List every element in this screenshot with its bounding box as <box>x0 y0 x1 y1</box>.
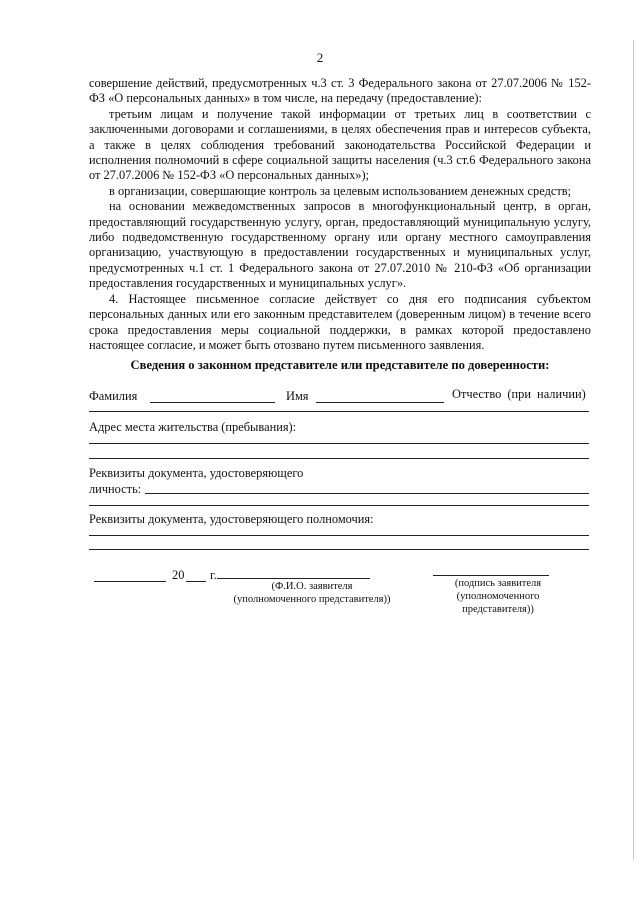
year-prefix: 20 <box>172 568 185 582</box>
patronymic-field[interactable] <box>89 411 589 412</box>
name-label: Имя <box>286 389 309 403</box>
representative-heading: Сведения о законном представителе или представителе по доверенности: <box>130 358 550 372</box>
identity-doc-field-2[interactable] <box>89 505 589 506</box>
identity-doc-label: Реквизиты документа, удостоверяющего <box>89 466 304 480</box>
patronymic-label: Отчество (при наличии) <box>452 387 586 401</box>
surname-field[interactable] <box>150 402 275 403</box>
fio-caption: (Ф.И.О. заявителя (уполномоченного представителя)) <box>233 581 391 605</box>
authority-doc-field-1[interactable] <box>89 535 589 536</box>
address-field-line-2[interactable] <box>89 458 589 459</box>
authority-doc-field-2[interactable] <box>89 549 589 550</box>
paragraph-third-parties: третьим лицам и получение такой информации от третьих лиц в соответствии с заключенными договорами и соглашениями, в целях обеспечения прав и интересов субъекта, а также в целях соблюдения требований законодательства Российской Федерации и исполнения полномочий в сфере социальной защиты населения (ч.3 ст.6 Федерального закона от 27.07.2006 № 152-ФЗ «О персональных данных»); <box>89 106 591 183</box>
paragraph-organizations: в организации, совершающие контроль за целевым использованием денежных средств; <box>109 183 572 198</box>
name-field[interactable] <box>316 402 444 403</box>
year-suffix: г. <box>210 568 217 582</box>
signature-field[interactable] <box>433 575 549 576</box>
identity-doc-field-1[interactable] <box>145 493 589 494</box>
address-field-line-1[interactable] <box>89 443 589 444</box>
paragraph-interagency: на основании межведомственных запросов в многофункциональный центр, в орган, предоставляющий государственную услугу, орган, предоставляющий муниципальную услугу, либо подведомственную государственному органу или органу местного самоуправления организацию, участвующую в предоставлении государственных и муниципальных услуг, предусмотренных ч.1 ст. 1 Федерального закона от 27.07.2010 № 210-ФЗ «Об организации предоставления государственных и муниципальных услуг». <box>89 199 591 291</box>
date-field[interactable] <box>94 581 166 582</box>
scan-edge-line <box>633 40 634 860</box>
surname-label: Фамилия <box>89 389 138 403</box>
consent-text <box>89 76 591 353</box>
signature-caption: (подпись заявителя (уполномоченного представителя)) <box>454 578 542 615</box>
paragraph-actions: совершение действий, предусмотренных ч.3 ст. 3 Федерального закона от 27.07.2006 № 152-ФЗ «О персональных данных» в том числе, на передачу (предоставление): <box>89 76 591 106</box>
address-label: Адрес места жительства (пребывания): <box>89 420 297 434</box>
year-field[interactable] <box>186 581 206 582</box>
page-number: 2 <box>316 50 324 65</box>
paragraph-validity: 4. Настоящее письменное согласие действует со дня его подписания субъектом персональных данных или его законным представителем (доверенным лицом) в течение всего срока предоставления меры социальной поддержки, в рамках которой предоставлено настоящее согласие, и может быть отозвано путем письменного заявления. <box>89 291 591 352</box>
fio-field[interactable] <box>217 578 370 579</box>
identity-doc-label-2: личность: <box>89 482 142 496</box>
authority-doc-label: Реквизиты документа, удостоверяющего полномочия: <box>89 512 374 526</box>
